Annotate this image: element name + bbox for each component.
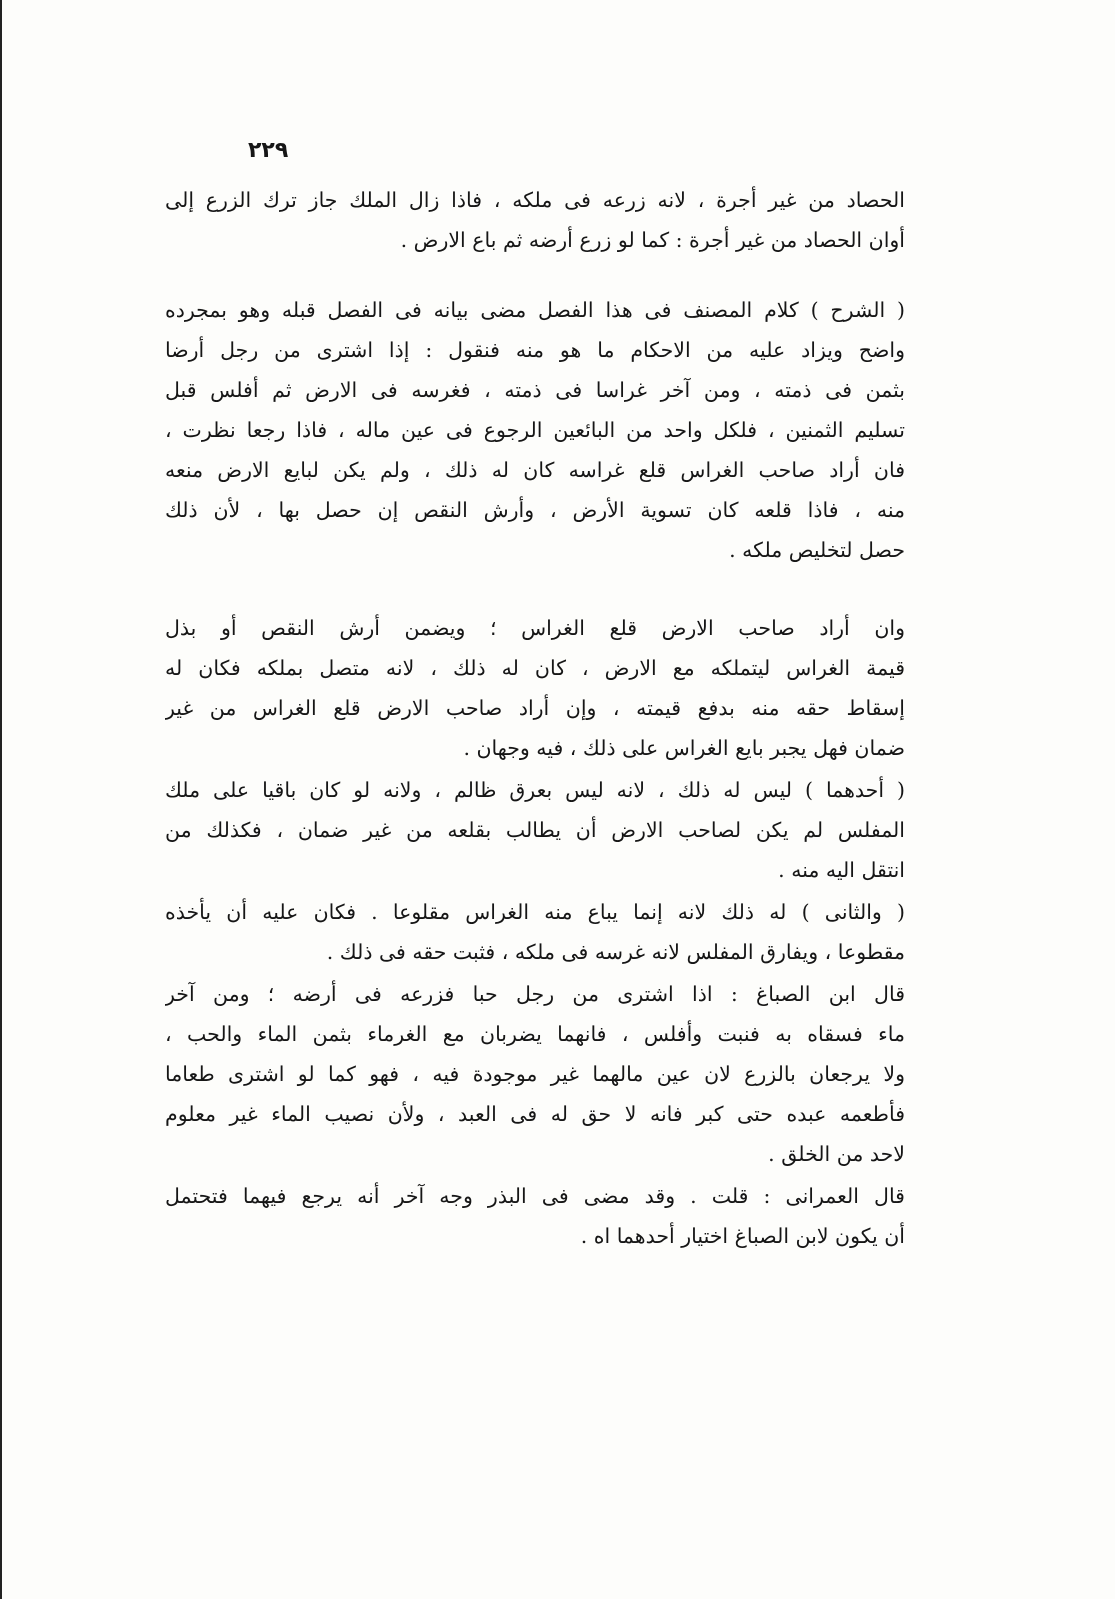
text-line: منه ، فاذا قلعه كان تسوية الأرض ، وأرش النقص إن حصل بها ، لأن ذلك bbox=[165, 498, 905, 522]
text-line: واضح ويزاد عليه من الاحكام ما هو منه فنقول : إذا اشترى من رجل أرضا bbox=[165, 338, 905, 362]
text-line: حصل لتخليص ملكه . bbox=[729, 538, 905, 562]
first-view-paragraph bbox=[165, 770, 905, 890]
text-line: تسليم الثمنين ، فلكل واحد من البائعين الرجوع فى عين ماله ، فاذا رجعا نظرت ، bbox=[165, 418, 905, 442]
text-line: قال ابن الصباغ : اذا اشترى من رجل حبا فزرعه فى أرضه ؛ ومن آخر bbox=[165, 982, 905, 1006]
text-line: بثمن فى ذمته ، ومن آخر غراسا فى ذمته ، فغرسه فى الارض ثم أفلس قبل bbox=[165, 378, 905, 402]
text-line: انتقل اليه منه . bbox=[778, 858, 905, 882]
text-line: فأطعمه عبده حتى كبر فانه لا حق له فى العبد ، ولأن نصيب الماء غير معلوم bbox=[165, 1102, 905, 1126]
imrani-paragraph bbox=[165, 1176, 905, 1256]
text-line: أن يكون لابن الصباغ اختيار أحدهما اه . bbox=[580, 1224, 905, 1248]
scan-edge bbox=[0, 0, 2, 1599]
text-line: لاحد من الخلق . bbox=[768, 1142, 905, 1166]
text-line: فان أراد صاحب الغراس قلع غراسه كان له ذلك ، ولم يكن لبايع الارض منعه bbox=[165, 458, 905, 482]
text-line: مقطوعا ، ويفارق المفلس لانه غرسه فى ملكه ، فثبت حقه فى ذلك . bbox=[326, 940, 905, 964]
text-line: ( الشرح ) كلام المصنف فى هذا الفصل مضى بيانه فى الفصل قبله وهو بمجرده bbox=[165, 298, 905, 322]
text-line: قال العمرانى : قلت . وقد مضى فى البذر وجه آخر أنه يرجع فيهما فتحتمل bbox=[165, 1184, 905, 1208]
page-number: ٢٢٩ bbox=[248, 138, 289, 163]
text-line: ولا يرجعان بالزرع لان عين مالهما غير موجودة فيه ، فهو كما لو اشترى طعاما bbox=[165, 1062, 905, 1086]
owner-paragraph bbox=[165, 608, 905, 768]
text-line: المفلس لم يكن لصاحب الارض أن يطالب بقلعه من غير ضمان ، فكذلك من bbox=[165, 818, 905, 842]
text-line: وان أراد صاحب الارض قلع الغراس ؛ ويضمن أرش النقص أو بذل bbox=[165, 616, 905, 640]
text-line: ضمان فهل يجبر بايع الغراس على ذلك ، فيه وجهان . bbox=[463, 736, 905, 760]
text-line: ماء فسقاه به فنبت وأفلس ، فانهما يضربان مع الغرماء بثمن الماء والحب ، bbox=[165, 1022, 905, 1046]
text-line: ( والثانى ) له ذلك لانه إنما يباع منه الغراس مقلوعا . فكان عليه أن يأخذه bbox=[165, 900, 905, 924]
sharh-paragraph bbox=[165, 290, 905, 570]
text-line: الحصاد من غير أجرة ، لانه زرعه فى ملكه ، فاذا زال الملك جاز ترك الزرع إلى bbox=[165, 188, 905, 212]
ibn-sabbagh-paragraph bbox=[165, 974, 905, 1174]
intro-paragraph bbox=[165, 180, 905, 260]
text-line: قيمة الغراس ليتملكه مع الارض ، كان له ذلك ، لانه متصل بملكه فكان له bbox=[165, 656, 905, 680]
text-line: ( أحدهما ) ليس له ذلك ، لانه ليس بعرق ظالم ، ولانه لو كان باقيا على ملك bbox=[165, 778, 905, 802]
text-line: أوان الحصاد من غير أجرة : كما لو زرع أرضه ثم باع الارض . bbox=[400, 228, 905, 252]
second-view-paragraph bbox=[165, 892, 905, 972]
text-line: إسقاط حقه منه بدفع قيمته ، وإن أراد صاحب الارض قلع الغراس من غير bbox=[165, 696, 905, 720]
